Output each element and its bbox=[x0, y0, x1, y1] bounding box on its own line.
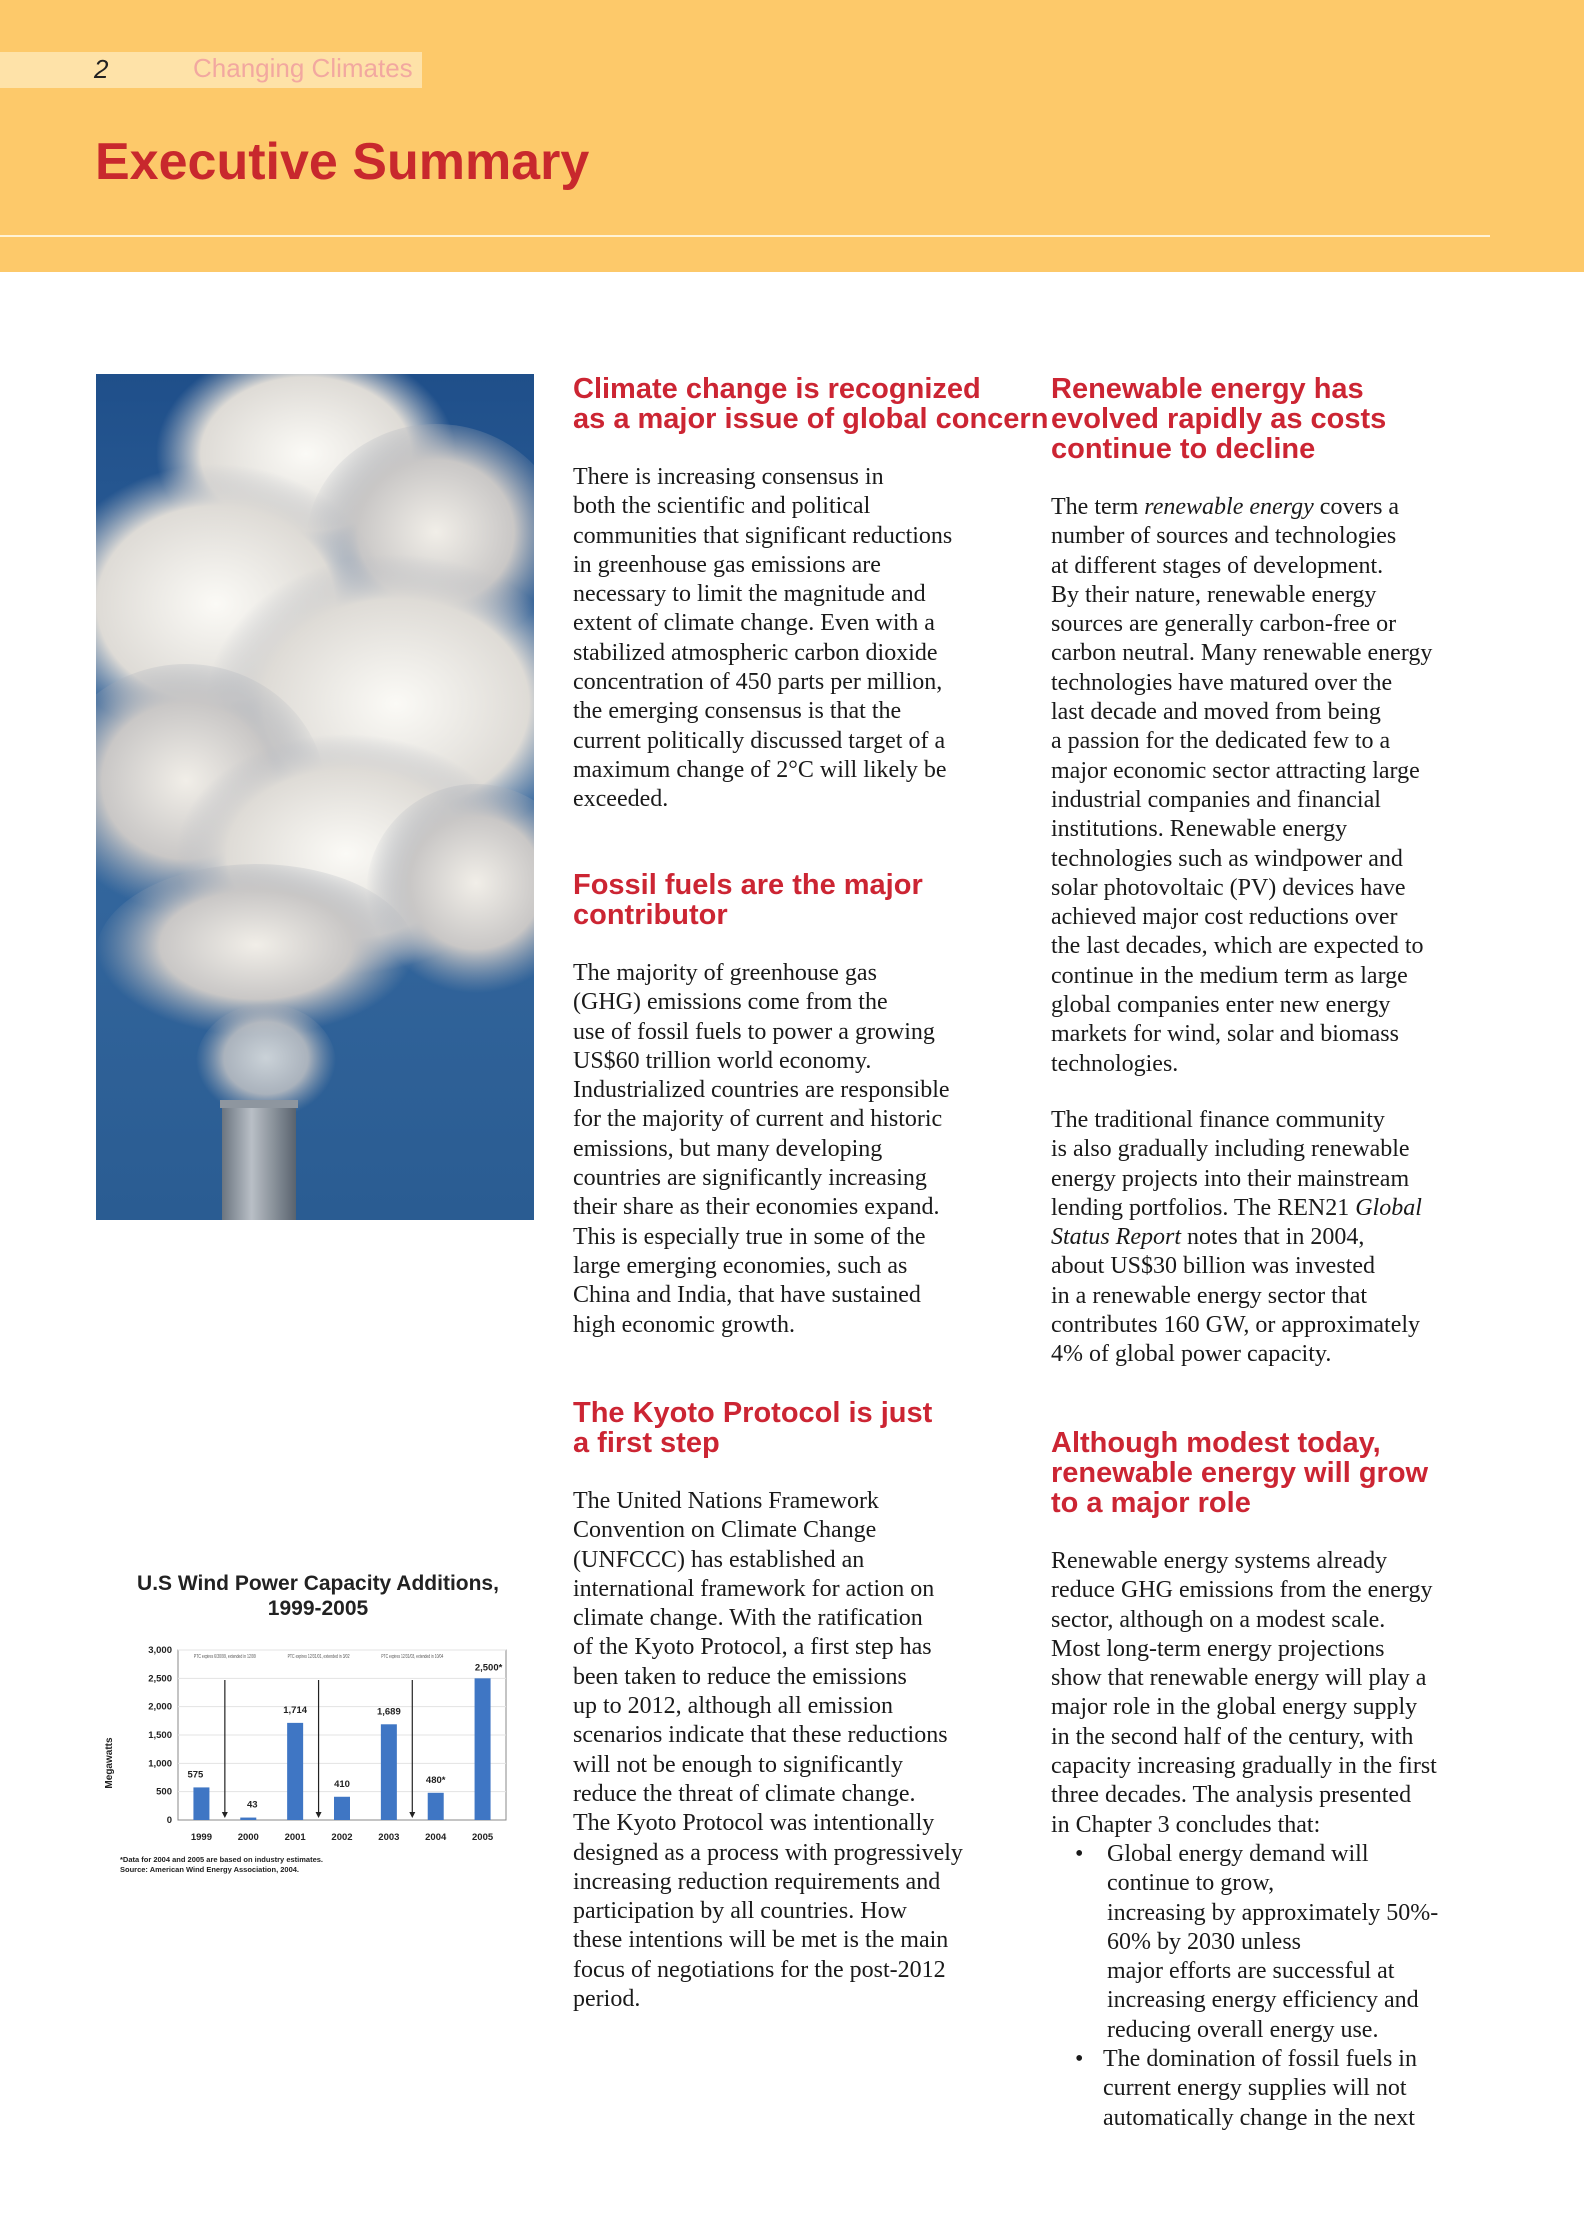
chart-title: U.S Wind Power Capacity Additions, bbox=[137, 1572, 499, 1595]
text-line: reduce the threat of climate change. bbox=[573, 1780, 916, 1807]
text-line: major efforts are successful at bbox=[1107, 1958, 1395, 1985]
text-line: Global bbox=[1355, 1194, 1422, 1221]
column-1-section-3 bbox=[573, 1398, 1073, 2014]
list-item bbox=[1051, 2045, 1551, 2133]
text-line: By their nature, renewable energy bbox=[1051, 581, 1377, 608]
x-tick-label: 2005 bbox=[472, 1832, 494, 1843]
text-line: Most long-term energy projections bbox=[1051, 1635, 1385, 1662]
section-body bbox=[573, 1487, 1073, 2014]
text-line: There is increasing consensus in bbox=[573, 464, 884, 490]
text-line: large emerging economies, such as bbox=[573, 1252, 908, 1279]
text-line: increasing energy efficiency and bbox=[1107, 1987, 1419, 2014]
text-line: participation by all countries. How bbox=[573, 1898, 907, 1925]
text-line: last decade and moved from being bbox=[1051, 699, 1381, 726]
column-2-section-2 bbox=[1051, 1106, 1551, 1370]
x-tick-label: 2000 bbox=[237, 1832, 259, 1843]
y-tick-label: 500 bbox=[156, 1786, 172, 1798]
text-line: automatically change in the next bbox=[1103, 2104, 1415, 2131]
text-line: countries are significantly increasing bbox=[573, 1165, 927, 1192]
text-line: communities that significant reductions bbox=[573, 522, 953, 549]
bar-2002 bbox=[334, 1797, 350, 1820]
text-line: The traditional finance community bbox=[1051, 1107, 1385, 1133]
text-line: increasing by approximately 50%- bbox=[1107, 1899, 1439, 1926]
y-tick-label: 3,000 bbox=[148, 1645, 172, 1656]
text-line: solar photovoltaic (PV) devices have bbox=[1051, 874, 1406, 901]
text-line: increasing reduction requirements and bbox=[573, 1868, 941, 1895]
bar-2003 bbox=[381, 1724, 397, 1820]
text-line: these intentions will be met is the main bbox=[573, 1927, 949, 1954]
text-line: US$60 trillion world economy. bbox=[573, 1047, 872, 1074]
header-band bbox=[0, 0, 1584, 272]
text-line: sources are generally carbon-free or bbox=[1051, 611, 1397, 638]
column-2-section-1 bbox=[1051, 374, 1551, 1079]
x-tick-label: 2003 bbox=[378, 1832, 400, 1843]
column-1-section-2 bbox=[573, 870, 1053, 1340]
text-line: in greenhouse gas emissions are bbox=[573, 551, 881, 578]
section-heading: Fossil fuels are the major contributor bbox=[573, 869, 923, 931]
page-number: 2 bbox=[94, 54, 109, 84]
y-tick-label: 2,500 bbox=[148, 1673, 172, 1685]
text-line: The majority of greenhouse gas bbox=[573, 960, 877, 986]
data-label: 1,689 bbox=[376, 1706, 401, 1718]
text-line: three decades. The analysis presented bbox=[1051, 1782, 1412, 1809]
chart-subtitle: 1999-2005 bbox=[267, 1597, 369, 1620]
text-line: designed as a process with progressively bbox=[573, 1839, 963, 1866]
section-body bbox=[573, 959, 1053, 1340]
text-line: 4% of global power capacity. bbox=[1051, 1341, 1332, 1368]
bar-2005 bbox=[475, 1678, 491, 1820]
ptc-annotation: PTC expires 12/31/01, extended in 3/02 bbox=[287, 1654, 350, 1660]
section-body bbox=[1051, 1547, 1551, 1840]
bar-2000 bbox=[240, 1818, 256, 1820]
y-tick-label: 1,500 bbox=[148, 1730, 172, 1741]
data-label: 575 bbox=[187, 1769, 204, 1781]
text-line: a passion for the dedicated few to a bbox=[1051, 728, 1391, 755]
text-line: technologies have matured over the bbox=[1051, 669, 1393, 696]
data-label: 410 bbox=[334, 1778, 350, 1790]
text-line: climate change. With the ratification bbox=[573, 1605, 923, 1632]
section-body bbox=[1051, 1106, 1551, 1370]
ptc-annotation: PTC expires 12/31/03, extended in 10/04 bbox=[381, 1654, 444, 1660]
text-line: lending portfolios. The REN21 bbox=[1051, 1194, 1356, 1221]
text-line: institutions. Renewable energy bbox=[1051, 816, 1348, 843]
data-label: 2,500* bbox=[474, 1662, 503, 1674]
text-line: The domination of fossil fuels in bbox=[1103, 2046, 1417, 2073]
text-line: achieved major cost reductions over bbox=[1051, 904, 1398, 931]
bar-1999 bbox=[193, 1787, 209, 1820]
text-line: number of sources and technologies bbox=[1051, 523, 1397, 550]
text-line: in Chapter 3 concludes that: bbox=[1051, 1811, 1321, 1838]
text-line: maximum change of 2°C will likely be bbox=[573, 756, 947, 783]
text-line: technologies. bbox=[1051, 1050, 1179, 1077]
y-tick-label: 0 bbox=[166, 1815, 172, 1826]
text-line: will not be enough to significantly bbox=[573, 1751, 903, 1778]
chart-footnote: *Data for 2004 and 2005 are based on industry estimates. bbox=[120, 1855, 324, 1864]
text-line: current energy supplies will not bbox=[1103, 2075, 1407, 2102]
text-line: Renewable energy systems already bbox=[1051, 1548, 1388, 1574]
x-tick-label: 2002 bbox=[331, 1832, 353, 1843]
x-tick-label: 1999 bbox=[190, 1832, 212, 1843]
text-line: stabilized atmospheric carbon dioxide bbox=[573, 639, 938, 666]
text-line: continue to grow, bbox=[1107, 1870, 1275, 1897]
text-line: focus of negotiations for the post-2012 bbox=[573, 1956, 946, 1983]
column-1-section-1 bbox=[573, 374, 1073, 815]
smokestack-photo bbox=[96, 374, 534, 1220]
text-line: at different stages of development. bbox=[1051, 552, 1384, 579]
text-line: high economic growth. bbox=[573, 1311, 795, 1338]
y-tick-label: 1,000 bbox=[148, 1758, 172, 1770]
text-line: emissions, but many developing bbox=[573, 1135, 883, 1162]
text-line: China and India, that have sustained bbox=[573, 1282, 921, 1309]
x-tick-label: 2001 bbox=[284, 1832, 306, 1843]
text-line: international framework for action on bbox=[573, 1575, 935, 1602]
bar-2004 bbox=[428, 1793, 444, 1820]
text-line: necessary to limit the magnitude and bbox=[573, 581, 926, 608]
running-head: Changing Climates bbox=[193, 53, 413, 83]
text-line: notes that in 2004, bbox=[1181, 1224, 1365, 1251]
section-heading: Climate change is recognized as a major issue of global concern bbox=[573, 373, 1049, 435]
text-line: the last decades, which are expected to bbox=[1051, 933, 1424, 960]
text-line: This is especially true in some of the bbox=[573, 1223, 926, 1250]
section-heading: Renewable energy has evolved rapidly as costs continue to decline bbox=[1051, 373, 1387, 465]
chart-source: Source: American Wind Energy Association, 2004. bbox=[120, 1865, 300, 1874]
text-line: current politically discussed target of a bbox=[573, 727, 946, 754]
conclusions-list bbox=[1051, 1840, 1551, 2133]
text-line: is also gradually including renewable bbox=[1051, 1136, 1410, 1163]
x-tick-label: 2004 bbox=[425, 1832, 447, 1843]
text-line: Convention on Climate Change bbox=[573, 1517, 877, 1544]
text-line: (UNFCCC) has established an bbox=[573, 1546, 865, 1573]
text-line: The United Nations Framework bbox=[573, 1488, 879, 1514]
text-line: global companies enter new energy bbox=[1051, 992, 1391, 1019]
data-label: 1,714 bbox=[283, 1704, 308, 1716]
bar-2001 bbox=[287, 1723, 303, 1820]
y-axis-label: Megawatts bbox=[104, 1737, 115, 1789]
text-line: sector, although on a modest scale. bbox=[1051, 1606, 1386, 1633]
text-line: of the Kyoto Protocol, a first step has bbox=[573, 1634, 932, 1661]
text-line: reducing overall energy use. bbox=[1107, 2016, 1379, 2043]
text-line: energy projects into their mainstream bbox=[1051, 1165, 1410, 1192]
y-tick-label: 2,000 bbox=[148, 1701, 172, 1713]
text-line: extent of climate change. Even with a bbox=[573, 610, 935, 637]
text-line: exceeded. bbox=[573, 786, 669, 813]
text-line: both the scientific and political bbox=[573, 493, 871, 520]
list-item bbox=[1051, 1840, 1551, 2045]
section-body bbox=[573, 463, 1073, 815]
text-line: industrial companies and financial bbox=[1051, 786, 1381, 813]
text-line: Global energy demand will bbox=[1107, 1840, 1369, 1867]
text-line: in a renewable energy sector that bbox=[1051, 1282, 1368, 1309]
text-line: their share as their economies expand. bbox=[573, 1194, 940, 1221]
text-line: period. bbox=[573, 1986, 641, 2013]
text-line: major economic sector attracting large bbox=[1051, 757, 1420, 784]
text-line: carbon neutral. Many renewable energy bbox=[1051, 640, 1433, 667]
data-label: 43 bbox=[246, 1799, 258, 1811]
header-rule bbox=[0, 235, 1490, 237]
text-line: scenarios indicate that these reductions bbox=[573, 1722, 948, 1749]
text-line: 60% by 2030 unless bbox=[1107, 1928, 1301, 1955]
section-heading: Although modest today, renewable energy will grow to a major role bbox=[1051, 1427, 1429, 1519]
text-line: for the majority of current and historic bbox=[573, 1106, 943, 1133]
text-line: in the second half of the century, with bbox=[1051, 1723, 1414, 1750]
wind-capacity-chart bbox=[96, 1570, 536, 1880]
text-line: (GHG) emissions come from the bbox=[573, 989, 888, 1016]
text-line: contributes 160 GW, or approximately bbox=[1051, 1312, 1421, 1339]
section-body: The term renewable energy covers a number of sources and technologies at different stages of development. By their nature, renewable energy sources are generally carbon-free or carbon neutral. Many renewable energy technologies have matured over the last decade and moved from being a passion for the dedicated few to a major economic sector attracting large industrial companies and financial institutions. Renewable energy technologies such as windpower and solar photovoltaic (PV) devices have achieved major cost reductions over the last decades, which are expected to continue in the medium term as large global companies enter new energy markets for wind, solar and biomass technologies. bbox=[1051, 494, 1433, 1077]
text-line: capacity increasing gradually in the first bbox=[1051, 1753, 1437, 1780]
section-heading: The Kyoto Protocol is just a first step bbox=[573, 1397, 933, 1459]
text-line: about US$30 billion was invested bbox=[1051, 1253, 1375, 1280]
column-2-section-3 bbox=[1051, 1428, 1551, 2133]
text-line: reduce GHG emissions from the energy bbox=[1051, 1577, 1433, 1604]
text-line: major role in the global energy supply bbox=[1051, 1694, 1418, 1721]
text-line: use of fossil fuels to power a growing bbox=[573, 1018, 935, 1045]
text-line: technologies such as windpower and bbox=[1051, 845, 1403, 872]
text-line: markets for wind, solar and biomass bbox=[1051, 1021, 1399, 1048]
text-line: been taken to reduce the emissions bbox=[573, 1663, 907, 1690]
ptc-annotation: PTC expires 6/30/99, extended in 12/99 bbox=[193, 1654, 256, 1660]
text-line: concentration of 450 parts per million, bbox=[573, 669, 943, 696]
text-line: continue in the medium term as large bbox=[1051, 962, 1408, 989]
text-line: Status Report bbox=[1051, 1224, 1181, 1251]
text-line: Industrialized countries are responsible bbox=[573, 1077, 950, 1104]
data-label: 480* bbox=[425, 1774, 446, 1786]
text-line: the emerging consensus is that the bbox=[573, 698, 902, 725]
text-line: up to 2012, although all emission bbox=[573, 1693, 893, 1720]
text-line: The Kyoto Protocol was intentionally bbox=[573, 1810, 935, 1837]
page-title: Executive Summary bbox=[95, 133, 590, 191]
text-line: show that renewable energy will play a bbox=[1051, 1665, 1427, 1692]
